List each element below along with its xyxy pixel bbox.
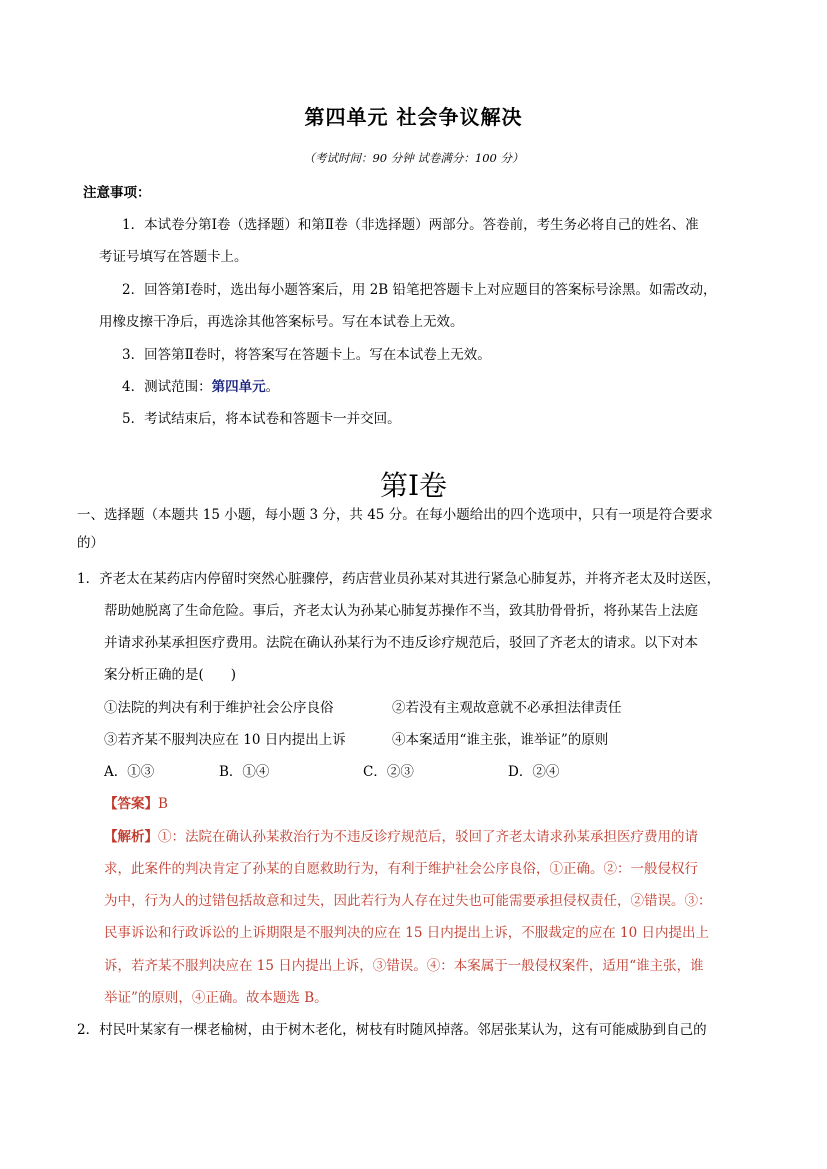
note-4-prefix: 4．测试范围： — [122, 379, 212, 395]
q1-option-d: D．②④ — [508, 764, 560, 780]
q1-stem-line-4: 案分析正确的是( ) — [104, 667, 237, 683]
note-2-line-2: 用橡皮擦干净后，再选涂其他答案标号。写在本试卷上无效。 — [99, 314, 464, 330]
analysis-text-1: ①：法院在确认孙某救治行为不违反诊疗规范后，驳回了齐老太请求孙某承担医疗费用的请 — [158, 829, 698, 845]
q1-analysis-line-2: 求，此案件的判决肯定了孙某的自愿救助行为，有利于维护社会公序良俗，①正确。②：一般侵权行 — [104, 861, 698, 877]
q1-statement-2: ②若没有主观故意就不必承担法律责任 — [392, 700, 622, 716]
section-heading-line-2: 的） — [77, 535, 104, 551]
note-2-line-1: 2．回答第Ⅰ卷时，选出每小题答案后，用 2B 铅笔把答题卡上对应题目的答案标号涂黑。如需改动， — [122, 282, 717, 298]
exam-info: （考试时间：90 分钟 试卷满分：100 分） — [303, 151, 524, 165]
q1-stem-line-1: 1．齐老太在某药店内停留时突然心脏骤停，药店营业员孙某对其进行紧急心肺复苏，并将齐老太及时送医， — [77, 571, 721, 587]
test-range: 第四单元 — [211, 379, 266, 395]
page-title: 第四单元 社会争议解决 — [304, 105, 523, 129]
q1-stem-line-2: 帮助她脱离了生命危险。事后，齐老太认为孙某心肺复苏操作不当，致其肋骨骨折，将孙某告上法庭 — [104, 603, 698, 619]
q1-analysis-line-6: 举证”的原则，④正确。故本题选 B。 — [104, 990, 328, 1006]
analysis-label: 【解析】 — [104, 829, 158, 845]
q1-analysis-line-1 — [104, 827, 698, 847]
q1-option-a: A．①③ — [104, 764, 155, 780]
section-heading-line-1: 一、选择题（本题共 15 小题，每小题 3 分，共 45 分。在每小题给出的四个选项中，只有一项是符合要求 — [77, 507, 713, 523]
q1-analysis-line-4: 民事诉讼和行政诉讼的上诉期限是不服判决的应在 15 日内提出上诉，不服裁定的应在 10 日内提出上 — [104, 925, 710, 941]
q1-analysis-line-3: 为中，行为人的过错包括故意和过失，因此若行为人存在过失也可能需要承担侵权责任，②错误。③： — [104, 893, 712, 909]
note-1-line-2: 考证号填写在答题卡上。 — [99, 249, 248, 265]
q1-statement-3: ③若齐某不服判决应在 10 日内提出上诉 — [104, 732, 346, 748]
note-5: 5．考试结束后，将本试卷和答题卡一并交回。 — [122, 411, 401, 427]
q1-analysis-line-5: 诉，若齐某不服判决应在 15 日内提出上诉，③错误。④：本案属于一般侵权案件，适用“谁主张，谁 — [104, 958, 704, 974]
q1-statement-4: ④本案适用“谁主张，谁举证”的原则 — [392, 732, 609, 748]
answer-label: 【答案】 — [104, 796, 158, 812]
q1-stem-line-3: 并请求孙某承担医疗费用。法院在确认孙某行为不违反诊疗规范后，驳回了齐老太的请求。以下对本 — [104, 635, 698, 651]
note-3: 3．回答第Ⅱ卷时，将答案写在答题卡上。写在本试卷上无效。 — [122, 347, 491, 363]
q1-option-b: B．①④ — [219, 764, 270, 780]
answer-value: B — [158, 796, 168, 812]
note-4-suffix: 。 — [265, 379, 280, 395]
note-1-line-1: 1．本试卷分第Ⅰ卷（选择题）和第Ⅱ卷（非选择题）两部分。答卷前，考生务必将自己的姓名、准 — [122, 217, 699, 233]
q1-statement-1: ①法院的判决有利于维护社会公序良俗 — [104, 700, 334, 716]
q1-option-c: C．②③ — [363, 764, 414, 780]
q2-stem-line-1: 2．村民叶某家有一棵老榆树，由于树木老化，树枝有时随风掉落。邻居张某认为，这有可能威胁到自己的 — [77, 1022, 707, 1038]
notes-heading: 注意事项： — [83, 185, 151, 201]
part-title: 第Ⅰ卷 — [379, 469, 448, 502]
note-4 — [122, 377, 279, 397]
q1-answer — [104, 794, 168, 814]
